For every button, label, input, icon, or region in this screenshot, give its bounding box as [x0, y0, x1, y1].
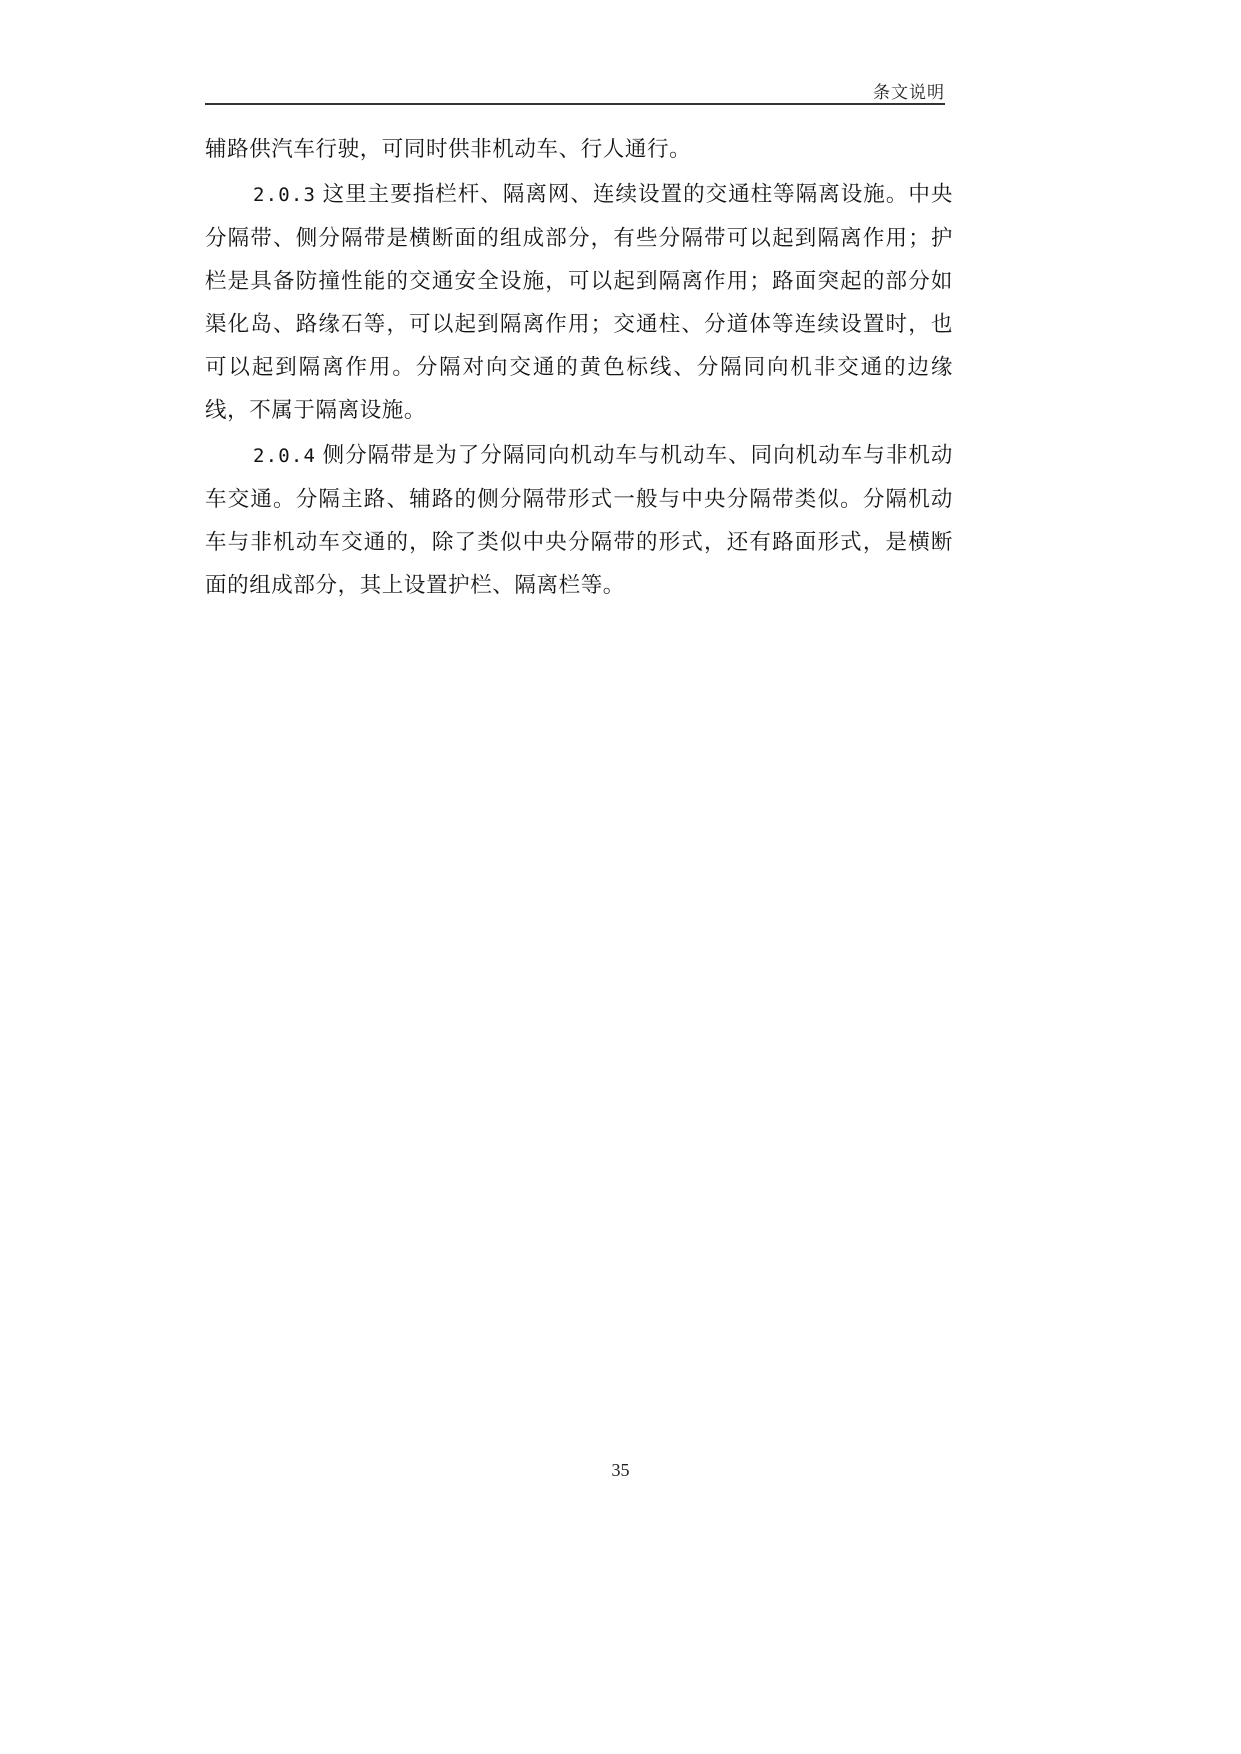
paragraph-continued	[205, 128, 953, 171]
paragraph-2-0-4	[205, 434, 953, 607]
paragraph-2-0-3	[205, 173, 953, 432]
paragraph-text: 侧分隔带是为了分隔同向机动车与机动车、同向机动车与非机动车交通。分隔主路、辅路的侧分隔带形式一般与中央分隔带类似。分隔机动车与非机动车交通的，除了类似中央分隔带的形式，还有路面形式，是横断面的组成部分，其上设置护栏、隔离栏等。	[205, 443, 953, 597]
header-divider	[205, 103, 945, 105]
page-header	[205, 78, 945, 103]
clause-number: 2.0.3	[253, 184, 317, 206]
page-number	[0, 1460, 1241, 1481]
clause-number: 2.0.4	[253, 445, 317, 467]
header-label: 条文说明	[873, 83, 945, 102]
page-number-value: 35	[611, 1460, 630, 1480]
paragraph-text: 这里主要指栏杆、隔离网、连续设置的交通柱等隔离设施。中央分隔带、侧分隔带是横断面的组成部分，有些分隔带可以起到隔离作用；护栏是具备防撞性能的交通安全设施，可以起到隔离作用；路面突起的部分如渠化岛、路缘石等，可以起到隔离作用；交通柱、分道体等连续设置时，也可以起到隔离作用。分隔对向交通的黄色标线、分隔同向机非交通的边缘线，不属于隔离设施。	[205, 182, 953, 422]
paragraph-text: 辅路供汽车行驶，可同时供非机动车、行人通行。	[205, 137, 692, 161]
body-text	[205, 128, 953, 609]
